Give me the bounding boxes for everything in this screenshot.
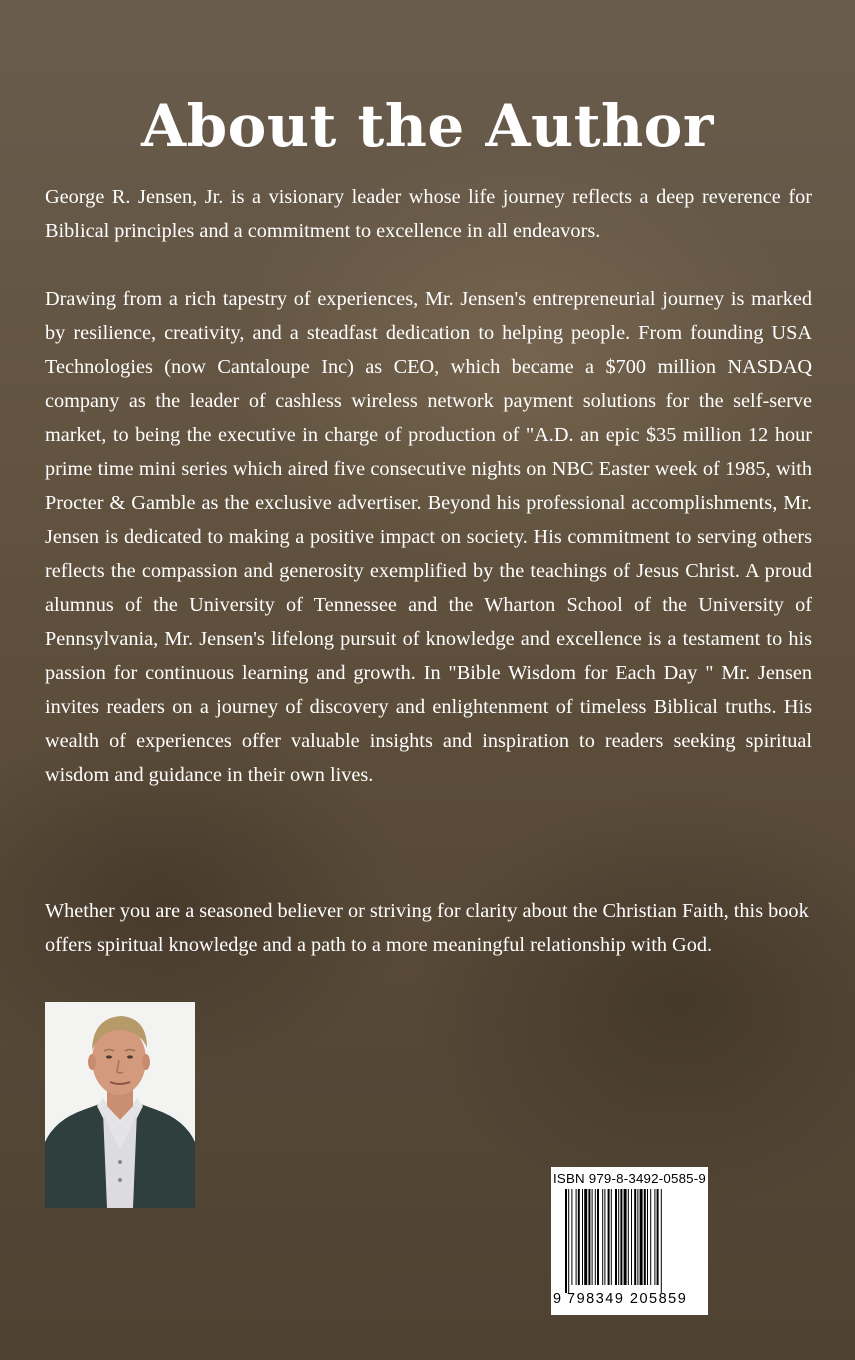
barcode-bar [568, 1189, 569, 1293]
barcode-bar [602, 1189, 603, 1285]
barcode-bar [571, 1189, 572, 1285]
page-title: About the Author [141, 92, 714, 160]
barcode-bar [595, 1189, 596, 1285]
barcode-bar [650, 1189, 651, 1285]
barcode-bar [637, 1189, 638, 1285]
bio-paragraph-intro: George R. Jensen, Jr. is a visionary leader whose life journey reflects a deep reverence for Biblical principles and a commitment to excellence in all endeavors. [45, 186, 812, 242]
barcode-bar [604, 1189, 605, 1285]
barcode-bar [661, 1189, 662, 1293]
barcode-number: 798349 205859 [567, 1291, 688, 1307]
barcode-first-digit: 9 [553, 1291, 563, 1307]
barcode-bar [576, 1189, 577, 1285]
barcode-bar [631, 1189, 632, 1285]
barcode-bar [640, 1189, 643, 1285]
barcode-bar [611, 1189, 612, 1285]
barcode-bar [608, 1189, 610, 1285]
barcode-bar [584, 1189, 587, 1285]
bio-paragraph-closing: Whether you are a seasoned believer or striving for clarity about the Christian Faith, this book offers spiritual knowledge and a path to a more meaningful relationship with God. [45, 900, 809, 956]
barcode-bar [644, 1189, 646, 1285]
barcode-bar [565, 1189, 567, 1293]
barcode-bar [647, 1189, 648, 1285]
barcode-bar [597, 1189, 599, 1285]
barcode-bar [588, 1189, 590, 1285]
isbn-label: ISBN 979-8-3492-0585-9 [553, 1171, 706, 1186]
barcode-bar [624, 1189, 627, 1285]
barcode-bar [657, 1189, 659, 1285]
barcode-bar [628, 1189, 629, 1285]
barcode-bar [618, 1189, 619, 1285]
barcode-bar [582, 1189, 583, 1285]
barcode-bar [634, 1189, 636, 1285]
barcode-bar [615, 1189, 617, 1285]
barcode-bar [578, 1189, 580, 1285]
barcode-bars [551, 1189, 708, 1293]
barcode-bar [592, 1189, 593, 1285]
barcode-bar [620, 1189, 622, 1285]
author-photo [45, 1002, 195, 1208]
isbn-barcode [551, 1167, 708, 1315]
bio-paragraph-career: Drawing from a rich tapestry of experiences, Mr. Jensen's entrepreneurial journey is marked by resilience, creativity, and a steadfast dedication to helping people. From founding USA Technologies (now Cantaloupe Inc) as CEO, which became a $700 million NASDAQ company as the leader of cashless wireless network payment solutions for the self-serve market, to being the executive in charge of production of "A.D. an epic $35 million 12 hour prime time mini series which aired five consecutive nights on NBC Easter week of 1985, with Procter & Gamble as the exclusive advertiser. Beyond his professional accomplishments, Mr. Jensen is dedicated to making a positive impact on society. His commitment to serving others reflects the compassion and generosity exemplified by the teachings of Jesus Christ. A proud alumnus of the University of Tennessee and the Wharton School of the University of Pennsylvania, Mr. Jensen's lifelong pursuit of knowledge and excellence is a testament to his passion for continuous learning and growth. In "Bible Wisdom for Each Day " Mr. Jensen invites readers on a journey of discovery and enlightenment of timeless Biblical truths. His wealth of experiences offer valuable insights and inspiration to readers seeking spiritual wisdom and guidance in their own lives. [45, 288, 812, 786]
barcode-bar [654, 1189, 655, 1285]
